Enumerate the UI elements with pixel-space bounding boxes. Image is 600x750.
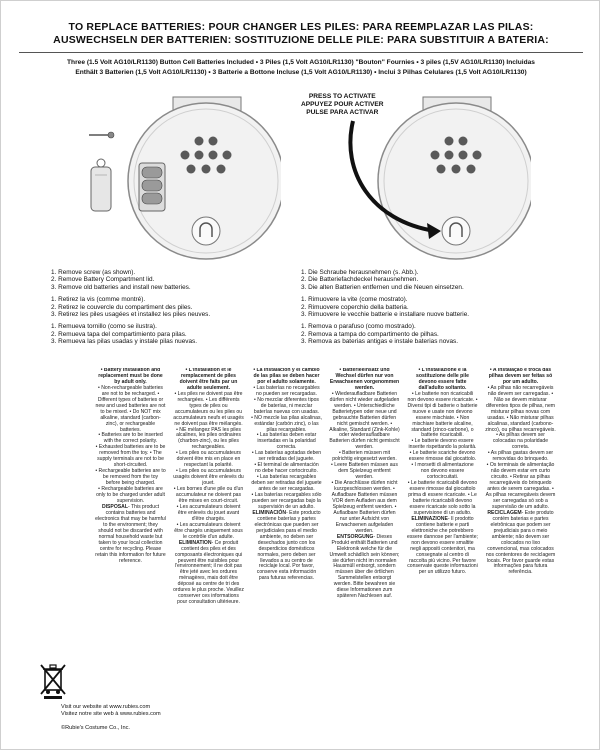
- warning-item: • Non-rechargeable batteries are not to be recharged. • Different types of batteries or new and used batteries are not to be mixed. • Do NOT mix alkaline, standard (carbon-zinc), or rechargeable batteries.: [95, 384, 166, 433]
- warning-column: [485, 368, 556, 576]
- warning-item: • Les piles ne doivent pas être rechargées. • Les différents types de piles ou accumulateurs ou les piles ou accumulateurs neufs et usagés ne doivent pas être mélangés. • NE mélangez PAS les piles alcalines, les piles ordinaires (charbon-zinc), ou les piles rechargeables.: [173, 390, 244, 451]
- disposal-notice: [173, 541, 244, 606]
- step-line: 1. Rimuovere la vite (come mostrato).: [301, 296, 408, 304]
- warning-item: • Exhausted batteries are to be removed from the toy. • The supply terminals are not to be short-circuited.: [95, 444, 166, 469]
- callout-line-3: PULSE PARA ACTIVAR: [306, 109, 379, 116]
- step-line: 2. Die Batteriefachdeckel herausnehmen.: [301, 276, 419, 284]
- disposal-text: - Il prodotto contiene batterie e parti elettroniche che potrebbero essere dannose per l'ambiente; non devono essere smaltite negli appositi contenitori, ma consegnate al centro di raccolta più vicino. Per favore conservate queste informazioni per un utilizzo futuro.: [407, 515, 478, 576]
- title-divider: [19, 52, 583, 53]
- press-to-activate-callout: [301, 93, 384, 117]
- warning-item: • Les piles ou accumulateurs doivent être mis en place en respectant la polarité.: [176, 450, 241, 469]
- warning-item: • Las baterías recargables deben ser retiradas del juguete antes de ser recargadas.: [251, 474, 322, 493]
- column-heading: • L'installazione e la sostituzione delle pile devono essere fatte dall'adulto soltanto.: [416, 368, 469, 391]
- disposal-text: - Este producto contiene baterías y partes electrónicas que pueden ser perjudiciales para el medio ambiente, no deben ser desechados junto con los desperdicios domésticos normales, pero deben ser llevados a su centro de reciclaje local. Por favor, conserve esta información para futuras referencias.: [254, 509, 321, 582]
- disposal-heading: RECICLAGEM: [487, 509, 522, 516]
- step-line: 1. Retirez la vis (comme montré).: [51, 296, 146, 304]
- step-line: 1. Remova o parafuso (como mostrado).: [301, 323, 416, 331]
- screw-icon: [89, 132, 114, 138]
- warning-item: • Leere Batterien müssen aus dem Spielzeug entfernt werden.: [331, 462, 398, 481]
- warning-item: • El terminal de alimentación no debe hacer cortocircuito.: [254, 462, 319, 475]
- warning-item: • No mezclar diferentes tipos de baterías, ni mezclar baterías nuevas con usadas.: [253, 396, 320, 415]
- warning-column: [407, 368, 478, 576]
- warning-item: • Las baterías no recargables no pueden ser recargadas.: [253, 384, 320, 397]
- device-closed-illustration: [331, 91, 531, 271]
- warning-item: • Le batterie ricaricabili devono essere rimosse dal giocattolo prima di essere ricaricate. • Le batterie ricaricabili devono essere ricaricate solo sotto la supervisione di un adulto.: [407, 480, 478, 516]
- step-line: 2. Remueva tapa del compartimiento para pilas.: [51, 330, 187, 338]
- warning-item: • As pilhas não recarregáveis não devem ser carregadas. • Não se devem misturar diferentes tipos de pilhas, nem misturar pilhas novas com usadas. • Não misturar pilhas alcalinas, standard (carbono-zinco), ou pilhas recarregáveis.: [485, 384, 556, 433]
- warning-item: • Les accumulateurs doivent être enlevés du jouet avant d'être chargés.: [176, 503, 241, 522]
- column-heading: • A instalação e troca das pilhas devem ser feitas só por um adulto.: [488, 368, 553, 385]
- warning-item: • Os terminais de alimentação não devem estar em curto circuito. • Retirar as pilhas recarregáveis do brinquedo antes de serem carregadas. • As pilhas recarregáveis devem ser carregadas só sob a supervisão de um adulto.: [485, 462, 556, 510]
- disposal-text: - Dieses Produkt enthält Batterien und Elektronik welche für die Umwelt schädlich sein können; sie dürfen nicht im normalen Hausmüll entsorgt, sondern müssen über die örtlichen Sammelstellen entsorgt werden. Bitte bewahren sie diese Informationen zum späteren Nachlesen auf.: [329, 533, 400, 600]
- warning-item: • Las baterías recargables sólo pueden ser recargadas bajo la supervisión de un adulto.: [251, 492, 322, 510]
- step-line: 3. Retirez les piles usagées et installez les piles neuves.: [51, 311, 211, 319]
- warning-item: • Die Anschlüsse dürfen nicht kurzgeschlossen werden. • Aufladbare Batterien müssen VOR dem Aufladen aus dem Spielzeug entfernt werden. • Aufladbare Batterien dürfen nur unter Aufsicht von Erwachsenen aufgeladen werden.: [331, 480, 398, 534]
- step-line: 3. Remova as baterias antigas e instale baterias novas.: [301, 338, 459, 346]
- warning-item: • Batterien müssen mit polrichtig eingesetzt werden.: [332, 450, 397, 463]
- warning-item: • Le batterie scariche devono essere rimosse dal giocattolo.: [408, 450, 477, 463]
- warning-column: [95, 368, 166, 564]
- warning-item: • Le batterie devono essere inserite rispettando la polarità.: [408, 438, 477, 451]
- footer-website-en: Visit our website at www.rubies.com: [61, 704, 151, 710]
- disposal-heading: ELIMINACIÓN: [252, 509, 287, 516]
- crossed-out-wheelie-bin-icon: [39, 663, 67, 699]
- step-line: 1. Remueva tornillo (como se ilustra).: [51, 323, 157, 331]
- title-line-2: AUSWECHSELN DER BATTERIEN: SOSTITUZIONE DELLE PILE: PARA SUBSTITUIR A BATERIA:: [53, 34, 549, 46]
- steps-right: [301, 269, 469, 346]
- disposal-notice: [407, 517, 478, 577]
- warning-item: • Rechargeable batteries are to be removed from the toy before being charged.: [95, 468, 166, 487]
- warning-item: • As pilhas gastas devem ser removidas do brinquedo.: [487, 450, 554, 463]
- device-open-illustration: [81, 91, 281, 271]
- column-heading: • Batterieeinsatz und Wechsel dürfen nur von Erwachsenen vorgenommen werden.: [329, 368, 400, 391]
- callout-line-2: APPUYEZ POUR ACTIVER: [301, 101, 384, 108]
- step-line: 2. Rimuovere coperchio della batteria.: [301, 303, 409, 311]
- step-line: 3. Remueva las pilas usadas y instale pilas nuevas.: [51, 338, 197, 346]
- disposal-heading: ENTSORGUNG: [336, 533, 374, 540]
- warning-item: • Las baterías agotadas deben ser retiradas del juguete.: [251, 450, 322, 463]
- step-line: 3. Die alten Batterien entfernen und die Neuen einsetzen.: [301, 283, 464, 291]
- step-line: 3. Remove old batteries and install new batteries.: [51, 283, 191, 291]
- steps-spanish: [51, 323, 210, 345]
- disposal-text: - This product contains batteries and electronics that may be harmful to the environment; they should not be discarded with normal household waste but taken to your local collection centre for recycling. Please retain this information for future reference.: [95, 503, 166, 564]
- column-heading: • L'installation et le remplacement de piles doivent être faits par un adulte seulement.: [179, 368, 238, 391]
- warning-item: • Les accumulateurs doivent être chargés uniquement sous le contrôle d'un adulte.: [174, 521, 243, 540]
- column-heading: • La instalación y el cambio de las pilas se deben hacer por el adulto solamente.: [253, 368, 320, 385]
- step-line: 2. Retirez le couvercle du compartiment des piles.: [51, 303, 193, 311]
- disposal-notice: [485, 511, 556, 576]
- step-line: 3. Rimuovere le vecchie batterie e installare nuove batterie.: [301, 311, 470, 319]
- warning-item: • Wiederaufladbare Batterien dürfen nicht wieder aufgeladen werden. • Unterschiedliche Batterietypen oder neue und gebrauchte Batterien dürfen nicht gemischt werden. • Alkaline, Standard (Zink-Kohle) oder wiederaufladbare Batterien dürfen nicht gemischt werden.: [329, 390, 400, 451]
- warning-item: • Le batterie non ricaricabili non devono essere ricaricate. • Diversi tipi di batterie o batterie nuove e usate non devono essere mischiate. • Non mischiare batterie alcaline, standard (zinco-carbone), o batterie ricaricabili.: [407, 390, 478, 439]
- step-line: 2. Remove Battery Compartment lid.: [51, 276, 155, 284]
- disposal-text: - Este produto contém baterias e partes eletrônicas que podem ser prejudiciais para o meio ambiente; não devem ser colocados no lixo convencional, mas colocados nos contentores de reciclagem locais. Por favor guarde estas informações para futura referência.: [485, 509, 556, 576]
- title-line-1: TO REPLACE BATTERIES: POUR CHANGER LES PILES: PARA REEMPLAZAR LAS PILAS:: [68, 21, 534, 33]
- warning-item: • Las baterías deben estar insertadas en la polaridad correcta.: [256, 432, 317, 451]
- warning-column: [251, 368, 322, 582]
- step-line: 1. Remove screw (as shown).: [51, 269, 136, 276]
- disposal-text: - Ce produit contient des piles et des composants électroniques qui peuvent être nuisibles pour l'environnement; il ne doit pas être jeté avec les ordures ménagères, mais doit être déposé au centre de tri des ordures le plus proche. Veuillez conserver ces informations pour consultation ultérieure.: [173, 539, 244, 606]
- step-line: 1. Die Schraube herausnehmen (s. Abb.).: [301, 269, 419, 276]
- battery-info-line-2: Enthält 3 Batterien (1,5 Volt AG10/LR1130) • 3 Batterie a Bottone Incluse (1,5 Volt AG10/LR1130) • Inclui 3 Pilhas Celulares (1,5 Volt AG10/LR1130): [75, 69, 527, 76]
- step-line: 2. Remova a tampa do compartimento de pilhas.: [301, 330, 439, 338]
- disposal-heading: ELIMINAZIONE: [411, 515, 448, 522]
- warning-item: • As pilhas devem ser colocadas na polaridade correta.: [492, 432, 549, 451]
- battery-lid: [91, 159, 111, 211]
- warning-item: • Rechargeable batteries are only to be charged under adult supervision.: [96, 486, 165, 504]
- steps-left: [51, 269, 210, 346]
- footer-copyright: ©Rubie's Costume Co., Inc.: [61, 725, 130, 731]
- callout-line-1: PRESS TO ACTIVATE: [308, 93, 376, 100]
- column-heading: • Battery Installation and replacement must be done by adult only.: [98, 368, 163, 385]
- disposal-notice: [329, 535, 400, 600]
- disposal-notice: [95, 505, 166, 565]
- steps-italian: [301, 296, 469, 318]
- steps-english: [51, 269, 210, 291]
- footer-website-fr: Visitez notre site web à www.rubies.com: [61, 711, 161, 717]
- warning-item: • NO mezcle las pilas alcalinas, estándar (carbón zinc), o las pilas recargables.: [251, 414, 322, 433]
- warning-column: [329, 368, 400, 600]
- steps-portuguese: [301, 323, 469, 345]
- warning-item: • I morsetti di alimentazione non devono essere cortocircuitati.: [411, 462, 474, 481]
- battery-info-line-1: Three (1.5 Volt AG10/LR1130) Button Cell Batteries Included • 3 Piles (1,5 Volt AG10/LR1130) "Bouton" Fournies • 3 piles (1,5V AG10/LR1130) Incluidas: [67, 59, 535, 66]
- disposal-heading: DISPOSAL: [101, 503, 128, 510]
- warning-item: • Les piles ou accumulateurs usagés doivent être enlevés du jouet.: [173, 468, 244, 487]
- warning-item: • Batteries are to be inserted with the correct polarity.: [98, 432, 163, 445]
- steps-german: [301, 269, 469, 291]
- warning-column: [173, 368, 244, 606]
- disposal-notice: [251, 511, 322, 582]
- disposal-heading: ELIMINATION: [178, 539, 212, 546]
- warning-item: • Les bornes d'une pile ou d'un accumulateur ne doivent pas être mises en court-circuit.: [173, 486, 244, 504]
- steps-french: [51, 296, 210, 318]
